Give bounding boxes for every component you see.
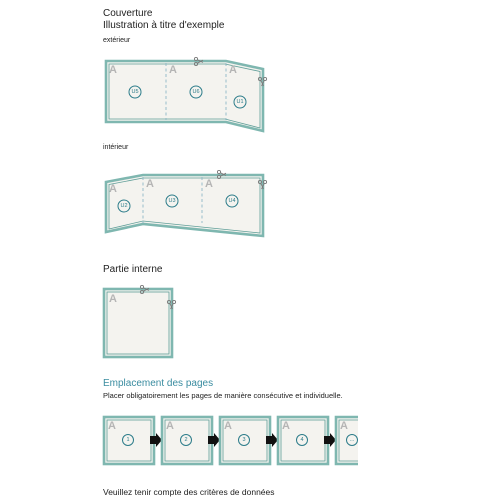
page-number: 4 [300,437,304,443]
page-number: 2 [184,437,188,443]
panel-label: U1 [236,99,244,105]
panel-a-letter: A [229,64,237,76]
page-number: 3 [242,437,246,443]
placement-title: Emplacement des pages [103,378,214,389]
panel-a-letter: A [169,64,177,76]
exterior-label: extérieur [103,37,131,44]
panel-a-letter: A [205,178,213,190]
footer-note: Veuillez tenir compte des critères de données [103,487,275,497]
cover-subtitle: Illustration à titre d'exemple [103,20,225,31]
panel-label: U6 [192,89,200,95]
panel-label: U5 [131,89,139,95]
internal-title: Partie interne [103,264,163,275]
panel-a-letter: A [282,420,290,432]
placement-instruction: Placer obligatoirement les pages de manière consécutive et individuelle. [103,391,343,400]
interior-label: intérieur [103,144,129,151]
page-number: 1 [126,437,130,443]
panel-a-letter: A [166,420,174,432]
panel-a-letter: A [146,178,154,190]
panel-a-letter: A [109,293,117,305]
panel-a-letter: A [340,420,348,432]
cover-title: Couverture [103,8,153,19]
page-box [220,417,270,464]
panel-label: U2 [120,203,128,209]
panel-label: U4 [228,198,236,204]
diagram-shape [217,170,220,173]
page-box [278,417,328,464]
panel-a-letter: A [109,183,117,195]
panel-a-letter: A [108,420,116,432]
page-number: ... [349,437,355,443]
panel-a-letter: A [224,420,232,432]
page-box [104,417,154,464]
panel-label: U3 [168,198,176,204]
page-box [162,417,212,464]
panel-a-letter: A [109,64,117,76]
page-box [336,417,358,464]
page-sequence [104,417,358,464]
